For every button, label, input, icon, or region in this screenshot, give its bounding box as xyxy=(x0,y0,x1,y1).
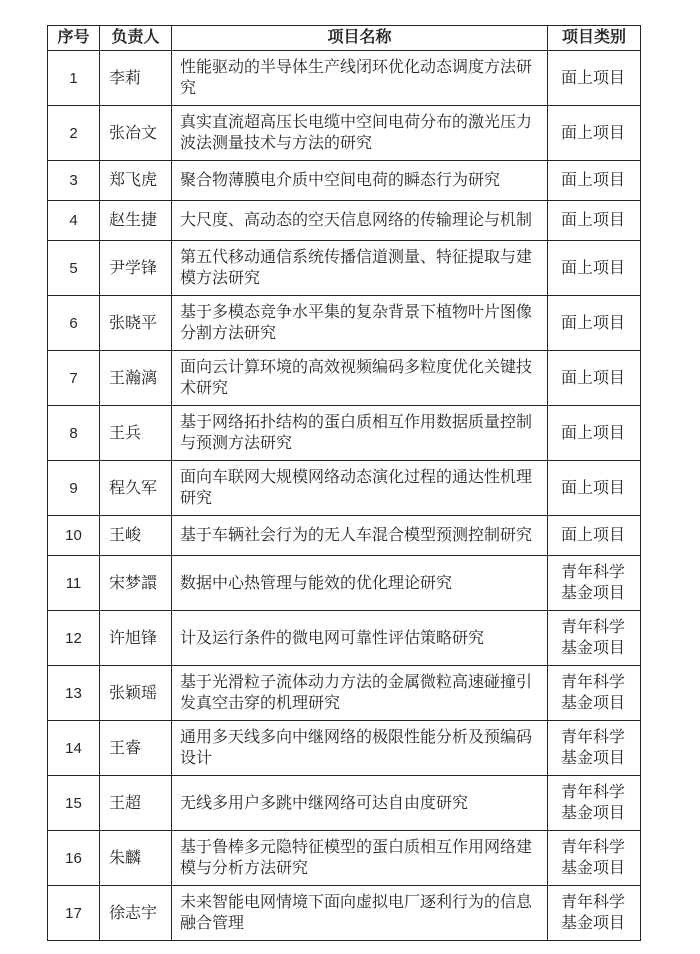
cell-category: 青年科学基金项目 xyxy=(548,556,641,611)
cell-project-name: 第五代移动通信系统传播信道测量、特征提取与建模方法研究 xyxy=(172,241,548,296)
cell-index: 4 xyxy=(48,201,100,241)
cell-category: 青年科学基金项目 xyxy=(548,721,641,776)
cell-leader: 许旭锋 xyxy=(100,611,172,666)
cell-leader: 王兵 xyxy=(100,406,172,461)
cell-project-name: 计及运行条件的微电网可靠性评估策略研究 xyxy=(172,611,548,666)
column-header-name: 项目名称 xyxy=(172,26,548,51)
cell-category: 青年科学基金项目 xyxy=(548,886,641,941)
cell-leader: 张冶文 xyxy=(100,106,172,161)
cell-category: 面上项目 xyxy=(548,161,641,201)
cell-project-name: 数据中心热管理与能效的优化理论研究 xyxy=(172,556,548,611)
cell-leader: 宋梦譞 xyxy=(100,556,172,611)
table-row xyxy=(48,161,641,201)
cell-project-name: 基于车辆社会行为的无人车混合模型预测控制研究 xyxy=(172,516,548,556)
table-row xyxy=(48,516,641,556)
cell-index: 10 xyxy=(48,516,100,556)
table-row xyxy=(48,201,641,241)
cell-leader: 程久军 xyxy=(100,461,172,516)
cell-leader: 尹学锋 xyxy=(100,241,172,296)
cell-project-name: 聚合物薄膜电介质中空间电荷的瞬态行为研究 xyxy=(172,161,548,201)
cell-index: 17 xyxy=(48,886,100,941)
cell-leader: 张晓平 xyxy=(100,296,172,351)
cell-project-name: 面向车联网大规模网络动态演化过程的通达性机理研究 xyxy=(172,461,548,516)
cell-leader: 朱麟 xyxy=(100,831,172,886)
cell-index: 13 xyxy=(48,666,100,721)
cell-category: 面上项目 xyxy=(548,406,641,461)
cell-leader: 王瀚漓 xyxy=(100,351,172,406)
cell-leader: 赵生捷 xyxy=(100,201,172,241)
cell-project-name: 基于光滑粒子流体动力方法的金属微粒高速碰撞引发真空击穿的机理研究 xyxy=(172,666,548,721)
table-row xyxy=(48,406,641,461)
cell-index: 16 xyxy=(48,831,100,886)
table-row xyxy=(48,51,641,106)
cell-leader: 李莉 xyxy=(100,51,172,106)
cell-index: 1 xyxy=(48,51,100,106)
projects-table xyxy=(47,25,641,941)
table-row xyxy=(48,241,641,296)
cell-index: 12 xyxy=(48,611,100,666)
cell-index: 7 xyxy=(48,351,100,406)
column-header-category: 项目类别 xyxy=(548,26,641,51)
table-row xyxy=(48,611,641,666)
cell-leader: 郑飞虎 xyxy=(100,161,172,201)
cell-category: 青年科学基金项目 xyxy=(548,666,641,721)
cell-project-name: 性能驱动的半导体生产线闭环优化动态调度方法研究 xyxy=(172,51,548,106)
cell-category: 面上项目 xyxy=(548,296,641,351)
table-row xyxy=(48,296,641,351)
cell-index: 14 xyxy=(48,721,100,776)
table-body xyxy=(48,51,641,941)
cell-index: 5 xyxy=(48,241,100,296)
table-row xyxy=(48,666,641,721)
column-header-index: 序号 xyxy=(48,26,100,51)
cell-leader: 王睿 xyxy=(100,721,172,776)
cell-project-name: 基于网络拓扑结构的蛋白质相互作用数据质量控制与预测方法研究 xyxy=(172,406,548,461)
table-row xyxy=(48,831,641,886)
cell-leader: 王超 xyxy=(100,776,172,831)
cell-project-name: 真实直流超高压长电缆中空间电荷分布的激光压力波法测量技术与方法的研究 xyxy=(172,106,548,161)
table-row xyxy=(48,461,641,516)
cell-leader: 王峻 xyxy=(100,516,172,556)
table-row xyxy=(48,776,641,831)
cell-category: 青年科学基金项目 xyxy=(548,776,641,831)
table-row xyxy=(48,556,641,611)
cell-index: 3 xyxy=(48,161,100,201)
table-row xyxy=(48,721,641,776)
cell-project-name: 基于多模态竞争水平集的复杂背景下植物叶片图像分割方法研究 xyxy=(172,296,548,351)
column-header-leader: 负责人 xyxy=(100,26,172,51)
cell-index: 6 xyxy=(48,296,100,351)
cell-category: 面上项目 xyxy=(548,51,641,106)
cell-category: 面上项目 xyxy=(548,106,641,161)
cell-category: 青年科学基金项目 xyxy=(548,831,641,886)
cell-project-name: 未来智能电网情境下面向虚拟电厂逐利行为的信息融合管理 xyxy=(172,886,548,941)
table-row xyxy=(48,106,641,161)
cell-index: 11 xyxy=(48,556,100,611)
cell-project-name: 通用多天线多向中继网络的极限性能分析及预编码设计 xyxy=(172,721,548,776)
cell-category: 面上项目 xyxy=(548,516,641,556)
cell-category: 面上项目 xyxy=(548,241,641,296)
cell-category: 青年科学基金项目 xyxy=(548,611,641,666)
cell-index: 8 xyxy=(48,406,100,461)
cell-project-name: 大尺度、高动态的空天信息网络的传输理论与机制 xyxy=(172,201,548,241)
cell-project-name: 无线多用户多跳中继网络可达自由度研究 xyxy=(172,776,548,831)
cell-category: 面上项目 xyxy=(548,201,641,241)
table-row xyxy=(48,886,641,941)
table-header xyxy=(48,26,641,51)
cell-index: 2 xyxy=(48,106,100,161)
cell-index: 15 xyxy=(48,776,100,831)
table-row xyxy=(48,351,641,406)
cell-category: 面上项目 xyxy=(548,461,641,516)
cell-project-name: 面向云计算环境的高效视频编码多粒度优化关键技术研究 xyxy=(172,351,548,406)
cell-leader: 徐志宇 xyxy=(100,886,172,941)
cell-leader: 张颖瑶 xyxy=(100,666,172,721)
cell-index: 9 xyxy=(48,461,100,516)
header-row xyxy=(48,26,641,51)
cell-project-name: 基于鲁棒多元隐特征模型的蛋白质相互作用网络建模与分析方法研究 xyxy=(172,831,548,886)
cell-category: 面上项目 xyxy=(548,351,641,406)
